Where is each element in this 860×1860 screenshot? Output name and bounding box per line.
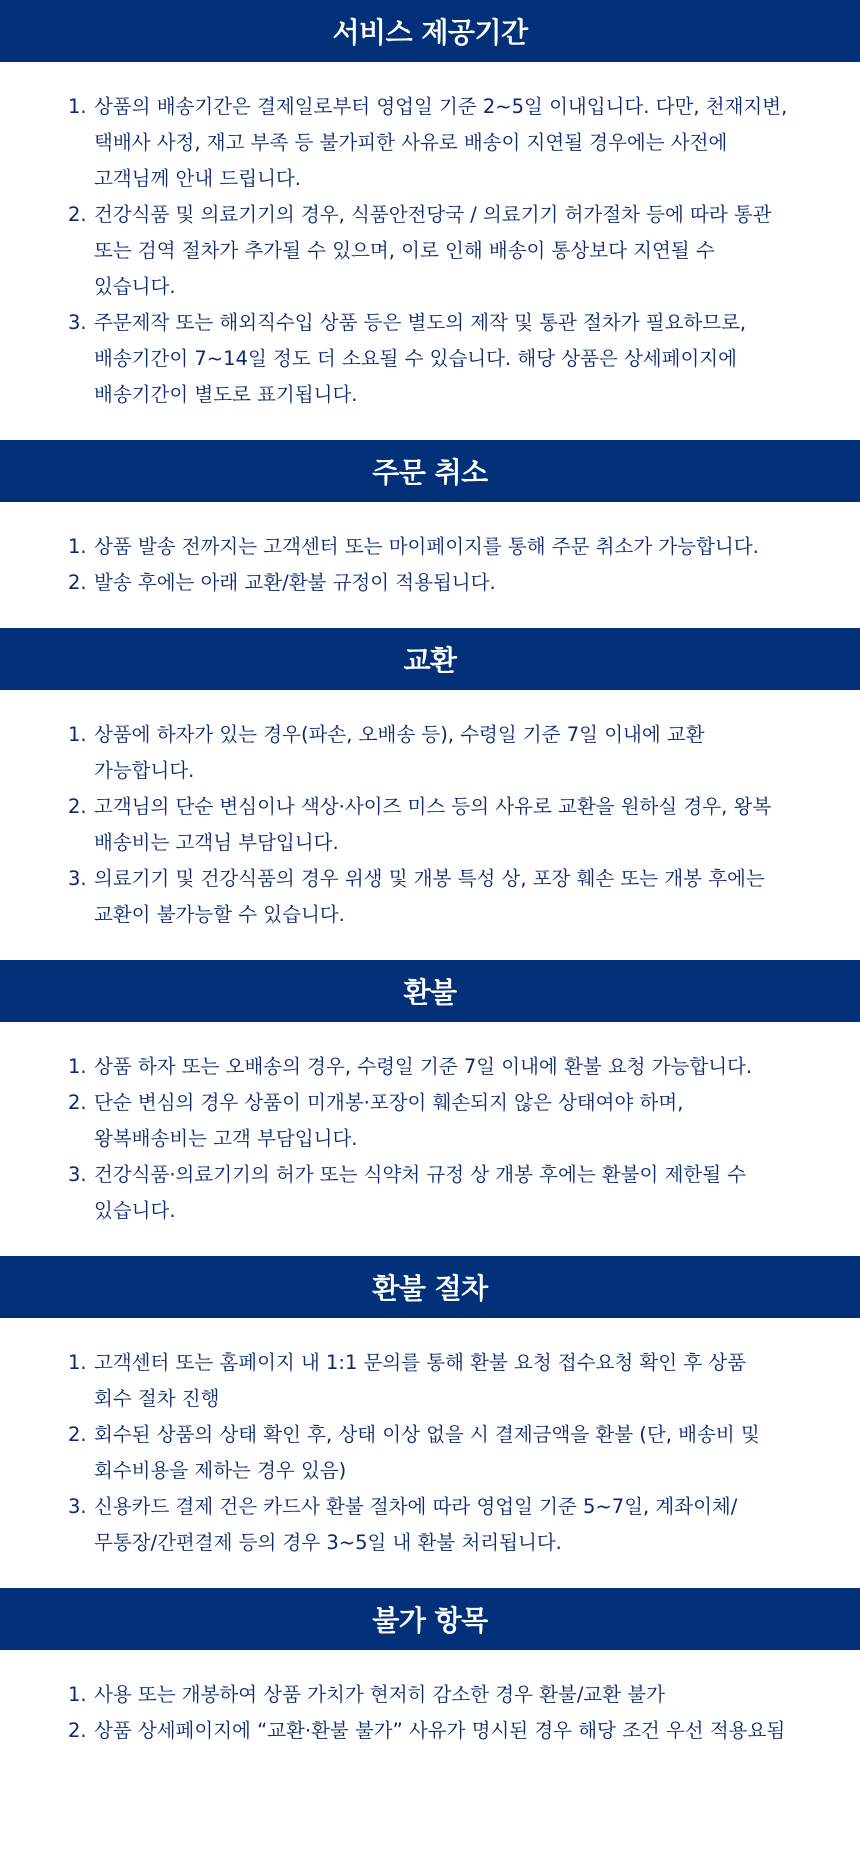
section-body <box>0 1650 860 1776</box>
rule-item <box>68 717 788 789</box>
section-body <box>0 1318 860 1588</box>
section-order-cancel <box>0 440 860 628</box>
rule-number: 3. <box>68 867 87 890</box>
section-body <box>0 62 860 440</box>
rule-item <box>68 565 788 601</box>
rule-number: 2. <box>68 571 87 594</box>
rule-text: 건강식품·의료기기의 허가 또는 식약처 규정 상 개봉 후에는 환불이 제한될 수 있습니다. <box>94 1163 747 1222</box>
rule-text: 주문제작 또는 해외직수입 상품 등은 별도의 제작 및 통관 절차가 필요하므로, 배송기간이 7~14일 정도 더 소요될 수 있습니다. 해당 상품은 상세페이지에 배송기간이 별도로 표기됩니다. <box>94 311 747 406</box>
rule-number: 2. <box>68 795 87 818</box>
rule-list <box>68 717 788 933</box>
section-exchange <box>0 628 860 960</box>
rule-text: 고객님의 단순 변심이나 색상·사이즈 미스 등의 사유로 교환을 원하실 경우, 왕복 배송비는 고객님 부담입니다. <box>94 795 772 854</box>
rule-number: 2. <box>68 1423 87 1446</box>
rule-text: 상품의 배송기간은 결제일로부터 영업일 기준 2~5일 이내입니다. 다만, 천재지변, 택배사 사정, 재고 부족 등 불가피한 사유로 배송이 지연될 경우에는 사전에 고객님께 안내 드립니다. <box>94 95 788 190</box>
rule-list <box>68 1345 788 1561</box>
section-body <box>0 690 860 960</box>
rule-text: 사용 또는 개봉하여 상품 가치가 현저히 감소한 경우 환불/교환 불가 <box>94 1683 665 1706</box>
section-body <box>0 1022 860 1256</box>
rule-number: 2. <box>68 1719 87 1742</box>
section-service-period <box>0 0 860 440</box>
rule-list <box>68 529 788 601</box>
section-title: 서비스 제공기간 <box>0 0 860 62</box>
section-non-refundable <box>0 1588 860 1776</box>
rule-item <box>68 1085 788 1157</box>
rule-list <box>68 1049 788 1229</box>
rule-item <box>68 1345 788 1417</box>
rule-item <box>68 305 788 413</box>
rule-number: 3. <box>68 311 87 334</box>
rule-item <box>68 1417 788 1489</box>
section-title: 환불 <box>0 960 860 1022</box>
rule-item <box>68 1677 788 1713</box>
rule-text: 상품 하자 또는 오배송의 경우, 수령일 기준 7일 이내에 환불 요청 가능합니다. <box>94 1055 753 1078</box>
rule-item <box>68 89 788 197</box>
rule-text: 상품 발송 전까지는 고객센터 또는 마이페이지를 통해 주문 취소가 가능합니다. <box>94 535 759 558</box>
rule-text: 상품 상세페이지에 “교환·환불 불가” 사유가 명시된 경우 해당 조건 우선 적용요됨 <box>94 1719 786 1742</box>
rule-text: 발송 후에는 아래 교환/환불 규정이 적용됩니다. <box>94 571 496 594</box>
rule-item <box>68 861 788 933</box>
rule-item <box>68 529 788 565</box>
rule-list <box>68 89 788 413</box>
rule-item <box>68 1049 788 1085</box>
rule-text: 회수된 상품의 상태 확인 후, 상태 이상 없을 시 결제금액을 환불 (단, 배송비 및 회수비용을 제하는 경우 있음) <box>94 1423 760 1482</box>
rule-item <box>68 197 788 305</box>
rule-text: 상품에 하자가 있는 경우(파손, 오배송 등), 수령일 기준 7일 이내에 교환 가능합니다. <box>94 723 705 782</box>
section-title: 환불 절차 <box>0 1256 860 1318</box>
rule-number: 1. <box>68 1683 87 1706</box>
rule-text: 건강식품 및 의료기기의 경우, 식품안전당국 / 의료기기 허가절차 등에 따라 통관 또는 검역 절차가 추가될 수 있으며, 이로 인해 배송이 통상보다 지연될 수 있습니다. <box>94 203 772 298</box>
rule-number: 2. <box>68 203 87 226</box>
rule-item <box>68 789 788 861</box>
rule-number: 1. <box>68 95 87 118</box>
section-title: 주문 취소 <box>0 440 860 502</box>
rule-item <box>68 1489 788 1561</box>
section-title: 교환 <box>0 628 860 690</box>
rule-text: 신용카드 결제 건은 카드사 환불 절차에 따라 영업일 기준 5~7일, 계좌이체/무통장/간편결제 등의 경우 3~5일 내 환불 처리됩니다. <box>94 1495 738 1554</box>
rule-item <box>68 1713 788 1749</box>
rule-number: 1. <box>68 1351 87 1374</box>
section-refund <box>0 960 860 1256</box>
rule-number: 3. <box>68 1495 87 1518</box>
rule-text: 의료기기 및 건강식품의 경우 위생 및 개봉 특성 상, 포장 훼손 또는 개봉 후에는 교환이 불가능할 수 있습니다. <box>94 867 765 926</box>
rule-number: 1. <box>68 1055 87 1078</box>
rule-number: 2. <box>68 1091 87 1114</box>
rule-number: 3. <box>68 1163 87 1186</box>
section-title: 불가 항목 <box>0 1588 860 1650</box>
rule-number: 1. <box>68 535 87 558</box>
rule-list <box>68 1677 788 1749</box>
rule-text: 고객센터 또는 홈페이지 내 1:1 문의를 통해 환불 요청 접수요청 확인 후 상품 회수 절차 진행 <box>94 1351 747 1410</box>
rule-item <box>68 1157 788 1229</box>
section-refund-procedure <box>0 1256 860 1588</box>
section-body <box>0 502 860 628</box>
rule-text: 단순 변심의 경우 상품이 미개봉·포장이 훼손되지 않은 상태여야 하며, 왕복배송비는 고객 부담입니다. <box>94 1091 684 1150</box>
rule-number: 1. <box>68 723 87 746</box>
